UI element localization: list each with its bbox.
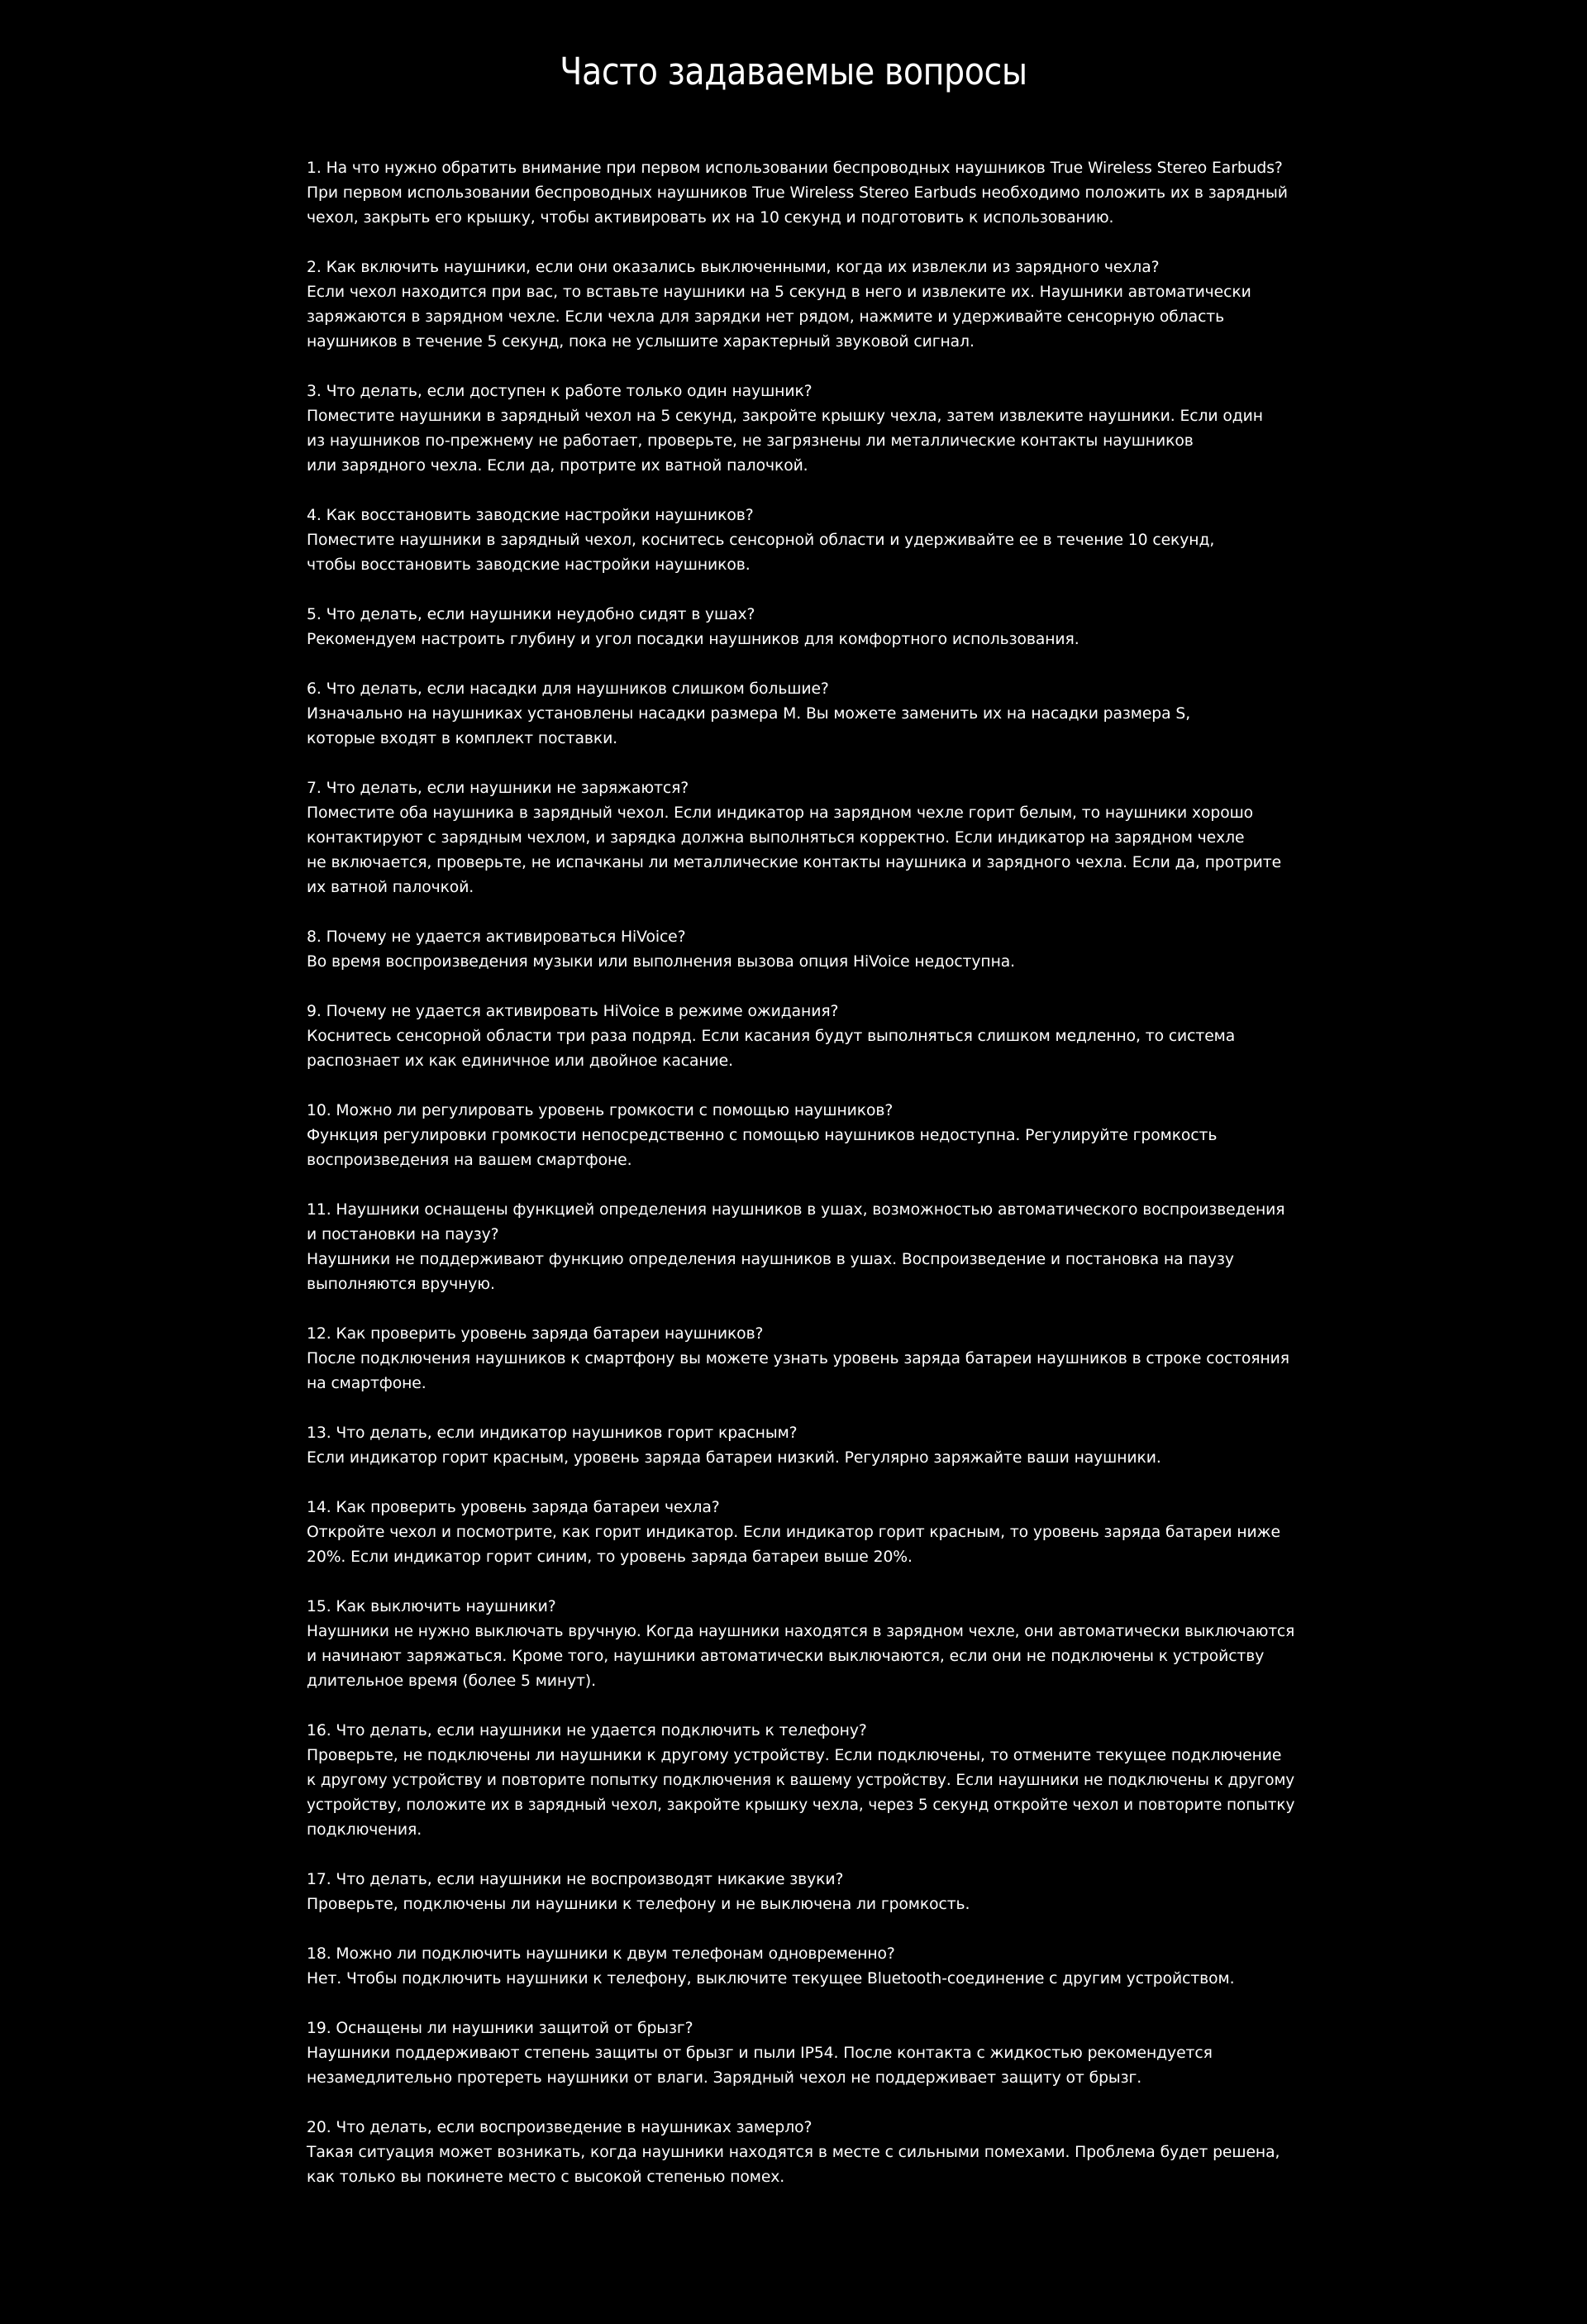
faq-answer-line: Поместите наушники в зарядный чехол на 5 секунд, закройте крышку чехла, затем извлеките наушники. Если один [307,407,1263,425]
faq-question-line: 20. Что делать, если воспроизведение в наушниках замерло? [307,2118,813,2136]
faq-question [307,1594,1307,1619]
page-title: Часто задаваемые вопросы [560,50,1027,93]
faq-answer [307,701,1307,751]
faq-question [307,255,1307,279]
faq-question [307,2016,1307,2040]
faq-answer-line: При первом использовании беспроводных наушников True Wireless Stereo Earbuds необходимо положить их в зарядный [307,184,1288,202]
faq-question [307,1321,1307,1346]
faq-answer-line: или зарядного чехла. Если да, протрите их ватной палочкой. [307,456,808,475]
faq-question [307,1718,1307,1743]
faq-question-line: 7. Что делать, если наушники не заряжаются? [307,779,689,797]
faq-answer-line: После подключения наушников к смартфону вы можете узнать уровень заряда батареи наушников в строке состояния [307,1349,1289,1367]
faq-answer-line: Наушники не нужно выключать вручную. Когда наушники находятся в зарядном чехле, они автоматически выключаются [307,1622,1295,1640]
faq-question [307,999,1307,1024]
faq-answer [307,1966,1307,1991]
faq-answer-line: и начинают заряжаться. Кроме того, наушники автоматически выключаются, если они не подключены к устройству [307,1647,1265,1665]
faq-question [307,1197,1307,1247]
faq-answer [307,1743,1307,1842]
faq-question-line: и постановки на паузу? [307,1225,499,1243]
faq-answer [307,1247,1307,1296]
faq-answer [307,403,1307,478]
faq-answer-line: Поместите оба наушника в зарядный чехол. Если индикатор на зарядном чехле горит белым, то наушники хорошо [307,804,1254,822]
faq-question-line: 14. Как проверить уровень заряда батареи чехла? [307,1498,720,1516]
faq-answer-line: Поместите наушники в зарядный чехол, коснитесь сенсорной области и удерживайте ее в течение 10 секунд, [307,531,1215,549]
faq-answer-line: устройству, положите их в зарядный чехол, закройте крышку чехла, через 5 секунд откройте чехол и повторите попытку [307,1796,1295,1814]
faq-question [307,1420,1307,1445]
faq-answer [307,800,1307,900]
faq-question-line: 2. Как включить наушники, если они оказались выключенными, когда их извлекли из зарядного чехла? [307,258,1160,276]
faq-question-line: 3. Что делать, если доступен к работе только один наушник? [307,382,813,400]
faq-question [307,1867,1307,1892]
faq-answer-line: Проверьте, подключены ли наушники к телефону и не выключена ли громкость. [307,1895,970,1913]
faq-item [307,775,1307,900]
faq-answer-line: Такая ситуация может возникать, когда наушники находятся в месте с сильными помехами. Проблема будет решена, [307,2143,1280,2161]
faq-answer-line: Откройте чехол и посмотрите, как горит индикатор. Если индикатор горит красным, то уровень заряда батареи ниже [307,1523,1280,1541]
faq-item [307,1197,1307,1296]
faq-answer-line: Коснитесь сенсорной области три раза подряд. Если касания будут выполняться слишком медленно, то система [307,1027,1236,1045]
faq-answer [307,949,1307,974]
faq-answer-line: длительное время (более 5 минут). [307,1672,597,1690]
faq-question-line: 11. Наушники оснащены функцией определения наушников в ушах, возможностью автоматического воспроизведения [307,1200,1285,1219]
faq-answer-line: 20%. Если индикатор горит синим, то уровень заряда батареи выше 20%. [307,1548,913,1566]
faq-answer-line: Рекомендуем настроить глубину и угол посадки наушников для комфортного использования. [307,630,1079,648]
faq-answer [307,1346,1307,1396]
faq-question-line: 10. Можно ли регулировать уровень громкости с помощью наушников? [307,1101,894,1119]
faq-question [307,379,1307,403]
faq-answer-line: воспроизведения на вашем смартфоне. [307,1151,632,1169]
faq-item [307,1867,1307,1916]
faq-answer [307,1123,1307,1172]
faq-answer-line: Наушники поддерживают степень защиты от брызг и пыли IP54. После контакта с жидкостью рекомендуется [307,2044,1213,2062]
faq-item [307,1495,1307,1569]
faq-answer-line: Функция регулировки громкости непосредственно с помощью наушников недоступна. Регулируйте громкость [307,1126,1218,1144]
faq-answer-line: которые входят в комплект поставки. [307,729,618,747]
faq-answer-line: не включается, проверьте, не испачканы ли металлические контакты наушника и зарядного чехла. Если да, протрите [307,853,1282,871]
faq-question [307,924,1307,949]
faq-item [307,1321,1307,1396]
faq-question [307,1098,1307,1123]
faq-item [307,676,1307,751]
faq-answer-line: подключения. [307,1821,422,1839]
faq-item [307,1718,1307,1842]
faq-answer-line: чтобы восстановить заводские настройки наушников. [307,556,751,574]
faq-item [307,1098,1307,1172]
faq-answer-line: Изначально на наушниках установлены насадки размера M. Вы можете заменить их на насадки размера S, [307,704,1191,723]
faq-item [307,1420,1307,1470]
faq-question [307,155,1307,180]
faq-answer-line: на смартфоне. [307,1374,427,1392]
faq-answer-line: Наушники не поддерживают функцию определения наушников в ушах. Воспроизведение и постановка на паузу [307,1250,1234,1268]
faq-item [307,155,1307,230]
faq-answer-line: их ватной палочкой. [307,878,474,896]
faq-question-line: 8. Почему не удается активироваться HiVoice? [307,928,686,946]
faq-item [307,255,1307,354]
faq-answer-line: распознает их как единичное или двойное касание. [307,1052,733,1070]
faq-item [307,602,1307,651]
faq-item [307,2115,1307,2189]
faq-item [307,379,1307,478]
faq-answer [307,1892,1307,1916]
faq-question-line: 4. Как восстановить заводские настройки наушников? [307,506,754,524]
faq-answer-line: чехол, закрыть его крышку, чтобы активировать их на 10 секунд и подготовить к использованию. [307,208,1114,227]
faq-answer [307,1024,1307,1073]
faq-question [307,503,1307,527]
faq-list [307,155,1307,2214]
faq-question-line: 18. Можно ли подключить наушники к двум телефонам одновременно? [307,1945,895,1963]
faq-item [307,1941,1307,1991]
faq-question-line: 6. Что делать, если насадки для наушников слишком большие? [307,680,829,698]
faq-item [307,503,1307,577]
faq-question-line: 19. Оснащены ли наушники защитой от брызг? [307,2019,693,2037]
faq-question-line: 13. Что делать, если индикатор наушников горит красным? [307,1424,798,1442]
faq-answer-line: из наушников по-прежнему не работает, проверьте, не загрязнены ли металлические контакты наушников [307,432,1194,450]
faq-answer-line: контактируют с зарядным чехлом, и зарядка должна выполняться корректно. Если индикатор на зарядном чехле [307,828,1245,847]
faq-question-line: 12. Как проверить уровень заряда батареи наушников? [307,1324,764,1343]
faq-answer-line: заряжаются в зарядном чехле. Если чехла для зарядки нет рядом, нажмите и удерживайте сенсорную область [307,308,1225,326]
faq-question-line: 17. Что делать, если наушники не воспроизводят никакие звуки? [307,1870,844,1888]
faq-answer-line: наушников в течение 5 секунд, пока не услышите характерный звуковой сигнал. [307,332,975,351]
faq-answer [307,2040,1307,2090]
faq-question-line: 15. Как выключить наушники? [307,1597,556,1615]
faq-question [307,775,1307,800]
faq-answer-line: как только вы покинете место с высокой степенью помех. [307,2168,785,2186]
faq-question [307,676,1307,701]
faq-answer-line: Если индикатор горит красным, уровень заряда батареи низкий. Регулярно заряжайте ваши наушники. [307,1448,1161,1467]
faq-item [307,999,1307,1073]
faq-question-line: 9. Почему не удается активировать HiVoice в режиме ожидания? [307,1002,839,1020]
faq-answer [307,1445,1307,1470]
faq-answer [307,1619,1307,1693]
faq-question [307,2115,1307,2140]
faq-question-line: 1. На что нужно обратить внимание при первом использовании беспроводных наушников True Wireless Stereo Earbuds? [307,159,1283,177]
faq-answer-line: Проверьте, не подключены ли наушники к другому устройству. Если подключены, то отмените текущее подключение [307,1746,1282,1764]
faq-item [307,2016,1307,2090]
faq-answer [307,527,1307,577]
faq-answer-line: Если чехол находится при вас, то вставьте наушники на 5 секунд в него и извлеките их. Наушники автоматически [307,283,1251,301]
faq-item [307,924,1307,974]
faq-item [307,1594,1307,1693]
faq-answer [307,2140,1307,2189]
faq-question [307,1495,1307,1520]
faq-answer-line: к другому устройству и повторите попытку подключения к вашему устройству. Если наушники не подключены к другому [307,1771,1295,1789]
faq-question-line: 16. Что делать, если наушники не удается подключить к телефону? [307,1721,867,1739]
faq-question [307,602,1307,627]
faq-answer [307,1520,1307,1569]
faq-answer-line: Нет. Чтобы подключить наушники к телефону, выключите текущее Bluetooth-соединение с другим устройством. [307,1969,1235,1988]
faq-question [307,1941,1307,1966]
faq-answer [307,279,1307,354]
faq-answer-line: Во время воспроизведения музыки или выполнения вызова опция HiVoice недоступна. [307,952,1016,971]
faq-answer [307,627,1307,651]
faq-answer-line: выполняются вручную. [307,1275,495,1293]
faq-answer-line: незамедлительно протереть наушники от влаги. Зарядный чехол не поддерживает защиту от брызг. [307,2069,1142,2087]
faq-question-line: 5. Что делать, если наушники неудобно сидят в ушах? [307,605,755,623]
faq-answer [307,180,1307,230]
